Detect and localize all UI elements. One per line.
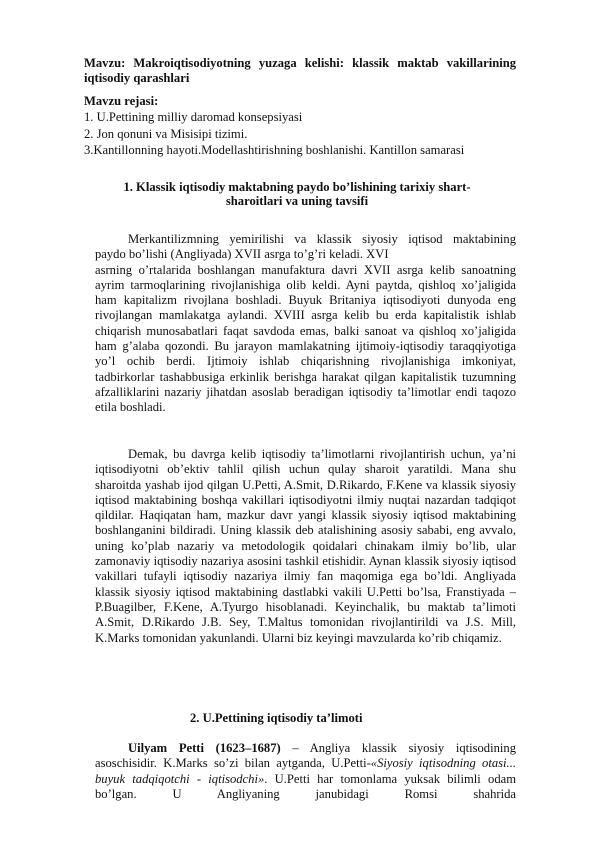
plan-item: 2. Jon qonuni va Misisipi tizimi. xyxy=(84,126,248,141)
quote-text: «Siyosiy iqtisodning otasi... buyuk tadqiqotchi - iqtisodchi» xyxy=(95,756,517,786)
paragraph-1-body: asrning o’rtalarida boshlangan manufaktura davri XVII asrga kelib sanoatning ayrim tarmoqlarining rivojlanishiga olib keldi. Ayni paytda, qishloq xo’jaligida ham kapitalizm rivojlana boshladi. Buyuk Britaniya iqtisodiyoti dunyoda eng rivojlangan mamlakatga aylandi. XVIII asrga kelib bu erda kapitalistik ishlab chiqarish munosabatlari faqat savdoda emas, balki sanoat va qishloq xo’jaligida ham g’alaba qozondi. Bu jarayon mamlakatning ijtimoiy-iqtisodiy taraqqiyotiga yo’l ochib berdi. Ijtimoiy ishlab chiqarishning rivojlanishiga imkoniyat, tadbirkorlar tashabbusiga erkinlik berishga harakat qilgan kapitalistik tuzumning afzalliklarini nazariy jihatdan asoslab beradigan iqtisodiy ta’limotlar endi taqozo etila boshladi. xyxy=(95,262,516,415)
section-1-heading-line: sharoitlari va uning tavsifi xyxy=(225,194,369,208)
section-1-heading-line: 1. Klassik iqtisodiy maktabning paydo bo’lishining tarixiy shart- xyxy=(123,180,471,194)
plan-title: Mavzu rejasi: xyxy=(84,94,159,108)
paragraph-1-line: Merkantilizmning yemirilishi va klassik siyosiy iqtisod maktabining xyxy=(128,232,516,246)
plan-item: 1. U.Pettining milliy daromad konsepsiyasi xyxy=(84,110,303,124)
person-name: Uilyam Petti (1623–1687) xyxy=(128,741,281,755)
paragraph-1-line: paydo bo’lishi (Angliyada) XVII asrga to’g’ri keladi. XVI xyxy=(95,247,389,262)
paragraph-3 xyxy=(95,741,516,802)
topic-title: Mavzu: Makroiqtisodiyotning yuzaga kelishi: klassik maktab vakillarining iqtisodiy qarashlari xyxy=(84,56,516,85)
paragraph-1 xyxy=(95,232,516,416)
paragraph-3-text: . U.Petti har tomonlama yuksak bilimli odam bo’lgan. U Angliyaning janubidagi Romsi shahrida xyxy=(95,771,517,801)
paragraph-2: Demak, bu davrga kelib iqtisodiy ta’limotlarni rivojlantirish uchun, ya’ni iqtisodiyotni ob’ektiv tahlil qilish uchun qulay sharoit yaratildi. Mana shu sharoitda yashab ijod qilgan U.Petti, A.Smit, D.Rikardo, F.Kene va klassik siyosiy iqtisod maktabining boshqa vakillari iqtisodiyotni ilmiy nuqtai nazardan tadqiqot qildilar. Haqiqatan ham, mazkur davr yangi klassik siyosiy iqtisod maktabining boshlanganini bildiradi. Uning klassik deb atalishining asosiy sababi, eng avvalo, uning ko’plab nazariy va metodologik qoidalari chinakam ilmiy bo’lib, ular zamonaviy iqtisodiy nazariya asosini tashkil etishidir. Aynan klassik siyosiy iqtisod vakillari tufayli iqtisodiy nazariya ilmiy fan maqomiga ega bo’ldi. Angliyada klassik siyosiy iqtisod maktabining dastlabki vakili U.Petti bo’lsa, Franstiyada – P.Buagilber, F.Kene, A.Tyurgo hisoblanadi. Keyinchalik, bu maktab ta’limoti A.Smit, D.Rikardo J.B. Sey, T.Maltus tomonidan rivojlantirildi va J.S. Mill, K.Marks tomonidan yakunlandi. Ularni biz keyingi mavzularda ko’rib chiqamiz. xyxy=(95,447,516,645)
section-1-heading xyxy=(92,180,502,208)
plan-item: 3.Kantillonning hayoti.Modellashtirishning boshlanishi. Kantillon samarasi xyxy=(84,143,465,158)
paragraph-3-text: – Angliya klassik siyosiy iqtisodining asoschisidir. K.Marks so’zi bilan aytganda, U.Petti- xyxy=(95,741,516,771)
plan-list xyxy=(84,109,464,159)
section-2-heading: 2. U.Pettining iqtisodiy ta’limoti xyxy=(190,711,363,725)
